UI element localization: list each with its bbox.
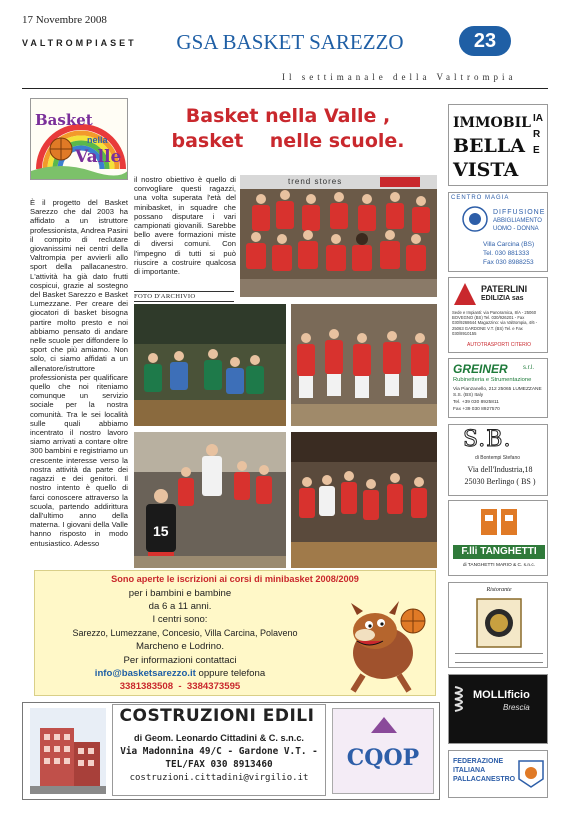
team-photo-2 [134, 304, 286, 426]
article-column-1: È il progetto del Basket Sarezzo che dal 2003 ha affidato a un istruttore professionista, Andrea Pasini il compito di reclutare giovanissimi nei centri della Valtrompia per avvierli allo sport della pallacanestro. L'attività ha già dato frutti cospicui, grazie al sostegno del Basket Sarezzo e Basket Lumezzane. Per creare dei giocatori di basket bisogna partire molto presto e noi abbiamo pensato di andare nelle scuole per diffondere lo sport che più amiamo. Non solo, ci siamo affidati a un allenatore/istruttore professionista per qualificare quello che noi riteniamo comunque un servizio sociale per la nostra comunità. Tra le sei località sulle quali abbiamo incentrato il nostro lavoro siamo arrivati a contare oltre 300 bambini e registriamo un crescente interesse verso la nostra attività da parte dei ragazzi e dei genitori. Il nostro intento è quello di farci conoscere attraverso la scuola, partendo addirittura dall'ultimo anno della materna. I giovani della Valle hanno risposto in modo entusiastico. Adesso [30, 198, 128, 548]
ad-uomo-donna: UOMO - DONNA [493, 226, 539, 232]
ad-greiner [448, 358, 548, 418]
headline-line-2: basket nelle scuole. [171, 130, 405, 152]
svg-text:15: 15 [153, 523, 169, 539]
registration-contact [35, 668, 325, 679]
costruzioni-title: COSTRUZIONI EDILI [119, 706, 315, 726]
ad-tanghetti-name: F.lli TANGHETTI [453, 545, 545, 559]
ad-centro-magia-arc: CENTRO MAGIA [451, 195, 510, 201]
registration-line-2: da 6 a 11 anni. [148, 601, 212, 612]
registration-line-3: I centri sono: [152, 614, 208, 625]
ad-immobil-text: IMMOBIL [453, 115, 531, 131]
ad-sb-address: Via dell'Industria,18 [467, 465, 533, 474]
ad-sb-city: 25030 Berlingo ( BS ) [464, 477, 536, 486]
cqop-text: CQOP [346, 745, 420, 771]
ad-federazione-pallacanestro [448, 750, 548, 798]
registration-line-1: per i bambini e bambine [128, 588, 232, 599]
article-headline [130, 104, 446, 154]
cartoon-basketball-mascot-icon [323, 591, 433, 695]
ad-mollificio-name: MOLLIficio [473, 689, 530, 701]
team-photo-1 [240, 175, 437, 297]
issue-date: 17 Novembre 2008 [22, 14, 107, 26]
ad-greiner-tel: Tel. +39 030 8925811 [453, 400, 499, 405]
ad-greiner-address: Via Pianzanello, 212 25065 LUMEZZANE S.S. (BS) Italy [453, 387, 542, 398]
ad-paterlini-footer: AUTOTRASPORTI CITERIO [467, 342, 531, 348]
paterlini-logo-icon [452, 281, 478, 307]
ad-greiner-sub: Rubinetteria e Strumentazione [453, 377, 532, 383]
ad-vista-text: VISTA [453, 159, 519, 181]
ad-ristorante-footer-rule [455, 653, 543, 663]
spring-icon [453, 685, 471, 715]
fip-logo-icon [517, 759, 545, 789]
registration-title: Sono aperte le iscrizioni ai corsi di minibasket 2008/2009 [111, 574, 359, 584]
cqop-logo [332, 708, 434, 794]
ad-diffusione: DIFFUSIONE [493, 209, 546, 216]
logo-text-valle: Valle [75, 147, 122, 167]
photo-banner-text: trend stores [288, 177, 343, 186]
ad-sb-bontempi [448, 424, 548, 496]
registration-line-5: Marcheno e Lodrino. [136, 641, 224, 652]
tanghetti-logo-icon [479, 505, 519, 539]
ad-sb-owner: di Bontempi Stefano [475, 455, 521, 461]
ad-paterlini-name2: EDILIZIA sas [481, 295, 524, 302]
costruzioni-address: Via Madonnina 49/C - Gardone V.T. - [120, 746, 318, 757]
ad-immobiliare-bella-vista [448, 104, 548, 186]
cqop-emblem-icon [369, 715, 399, 735]
ad-paterlini-edilizia [448, 277, 548, 353]
ad-centro-magia-address: Villa Carcina (BS) [483, 241, 535, 248]
article-column-2: il nostro obiettivo è quello di convogliare questi ragazzi, una volta superata l'età del minibasket, in squadre che possano disputare i vari campionati giovanili. Sarebbe bello avere formazioni miste di diversi comuni. Con l'impegno di tutti si può riuscire a costruire qualcosa di importante. [134, 175, 236, 277]
ad-abbigliamento: ABBIGLIAMENTO [493, 218, 542, 224]
building-illustration [30, 708, 106, 794]
team-photo-5 [291, 432, 437, 568]
registration-email[interactable]: info@basketsarezzo.it [94, 668, 196, 679]
ad-tanghetti-sub: di TANGHETTI MARIO & C. s.n.c. [462, 563, 536, 568]
ad-centro-magia [448, 192, 548, 272]
ad-centro-magia-tel: Tel. 030 881333 [483, 250, 530, 257]
ad-sb-logo: S.B. [463, 427, 512, 452]
ad-paterlini-details: Sede e Impianti: via Panoramica, 8/A - 25060 BOVEGNO (BS) Tel. 030/926201 - Fax 030/9268644 Magazzino: via Valtrompia, 4/6 - 25063 GARDONE V.T. (BS) Tel. e Fax 030/8910155 [452, 310, 538, 336]
costruzioni-phone: TEL/FAX 030 8913460 [165, 759, 273, 770]
costruzioni-email[interactable]: costruzioni.cittadini@virgilio.it [129, 773, 309, 783]
brand-name: VALTROMPIASET [22, 38, 137, 48]
basket-nella-valle-logo [30, 98, 128, 180]
ad-tanghetti [448, 500, 548, 576]
team-photo-4 [134, 432, 286, 568]
ad-greiner-fax: Fax +39 030 8927570 [453, 407, 500, 412]
ad-ristorante [448, 582, 548, 668]
ad-paterlini-name: PATERLINI [481, 284, 528, 294]
headline-line-1: Basket nella Valle , [185, 105, 391, 127]
registration-email-suffix: oppure telefona [198, 668, 266, 679]
minibasket-registration-box [34, 570, 436, 696]
centro-magia-logo-icon [451, 195, 491, 235]
subtitle: Il settimanale della Valtrompia [282, 72, 517, 82]
ad-greiner-suffix: s.r.l. [523, 365, 535, 371]
ad-fip-line2: ITALIANA [453, 767, 486, 774]
ad-fip-line1: FEDERAZIONE [453, 758, 504, 765]
registration-line-4: Sarezzo, Lumezzane, Concesio, Villa Carcina, Polaveno [72, 628, 298, 638]
team-photo-3 [291, 304, 437, 426]
ad-iare-text: IARE [533, 113, 543, 156]
logo-text-basket: Basket [35, 111, 93, 129]
header-rule [22, 88, 548, 89]
registration-phones: 3381383508 - 3384373595 [119, 681, 241, 692]
page-title: GSA BASKET SAREZZO [176, 30, 404, 54]
ristorante-emblem-icon [475, 597, 523, 649]
costruzioni-owner: di Geom. Leonardo Cittadini & C. s.n.c. [134, 733, 304, 743]
ad-bella-text: BELLA [453, 135, 526, 157]
ad-mollificio-brescia [448, 674, 548, 744]
ad-greiner-name: GREINER [453, 362, 508, 376]
ad-centro-magia-fax: Fax 030 8988253 [483, 259, 534, 266]
ad-mollificio-city: Brescia [503, 703, 530, 712]
ad-fip-line3: PALLACANESTRO [453, 776, 516, 783]
registration-line-6: Per informazioni contattaci [123, 655, 237, 666]
ad-ristorante-title: Ristorante [486, 587, 512, 593]
page-number: 23 [459, 26, 511, 56]
photo-caption: FOTO D'ARCHIVIO [134, 291, 234, 302]
logo-text-nella: nella [87, 135, 108, 145]
